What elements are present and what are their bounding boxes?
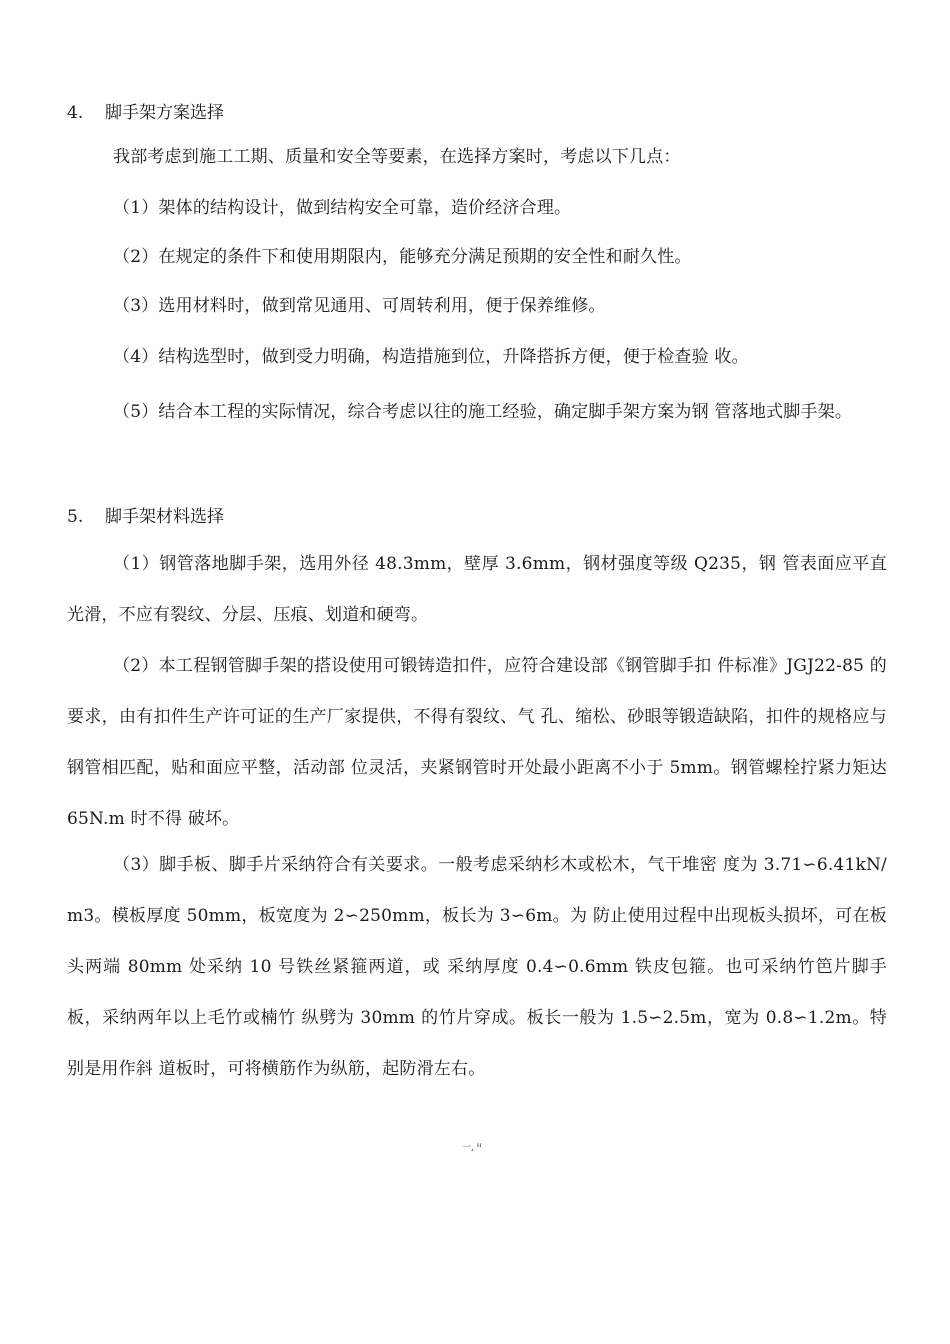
section-title: 脚手架材料选择 bbox=[105, 507, 224, 527]
section-title: 脚手架方案选择 bbox=[105, 103, 224, 123]
list-item: （2）在规定的条件下和使用期限内，能够充分满足预期的安全性和耐久性。 bbox=[113, 247, 692, 267]
page-footer: 一, ᴴ bbox=[462, 1143, 482, 1153]
list-item: （4）结构选型时，做到受力明确，构造措施到位，升降搭拆方便，便于检查验 收。 bbox=[113, 347, 749, 367]
section-heading-4 bbox=[67, 101, 224, 125]
section-number: 4. bbox=[67, 103, 84, 123]
section-number: 5. bbox=[67, 507, 84, 527]
list-item: （5）结合本工程的实际情况，综合考虑以往的施工经验，确定脚手架方案为钢 管落地式脚手架。 bbox=[113, 402, 853, 422]
section-intro: 我部考虑到施工工期、质量和安全等要素，在选择方案时，考虑以下几点： bbox=[113, 147, 681, 167]
list-item: （2）本工程钢管脚手架的搭设使用可锻铸造扣件，应符合建设部《钢管脚手扣 件标准》JGJ22-85 的要求，由有扣件生产许可证的生产厂家提供，不得有裂纹、气 孔、缩松、砂眼等锻造缺陷，扣件的规格应与钢管相匹配，贴和面应平整，活动部 位灵活，夹紧钢管时开处最小距离不小于 5mm。钢管螺栓拧紧力矩达 65N.m 时不得 破坏。 bbox=[67, 656, 887, 829]
list-item: （1）架体的结构设计，做到结构安全可靠，造价经济合理。 bbox=[113, 198, 572, 218]
list-item: （1）钢管落地脚手架，选用外径 48.3mm，壁厚 3.6mm，钢材强度等级 Q235，钢 管表面应平直光滑，不应有裂纹、分层、压痕、划道和硬弯。 bbox=[67, 554, 887, 625]
list-item: （3）脚手板、脚手片采纳符合有关要求。一般考虑采纳杉木或松木，气干堆密 度为 3.71∽6.41kN/m3。模板厚度 50mm，板宽度为 2∽250mm，板长为 3∽6m。为 防止使用过程中出现板头损坏，可在板头两端 80mm 处采纳 10 号铁丝紧箍两道，或 采纳厚度 0.4∽0.6mm 铁皮包箍。也可采纳竹笆片脚手板，采纳两年以上毛竹或楠竹 纵劈为 30mm 的竹片穿成。板长一般为 1.5∽2.5m，宽为 0.8∽1.2m。特别是用作斜 道板时，可将横筋作为纵筋，起防滑左右。 bbox=[67, 855, 887, 1079]
list-item: （3）选用材料时，做到常见通用、可周转利用，便于保养维修。 bbox=[113, 296, 606, 316]
section-heading-5 bbox=[67, 505, 224, 529]
